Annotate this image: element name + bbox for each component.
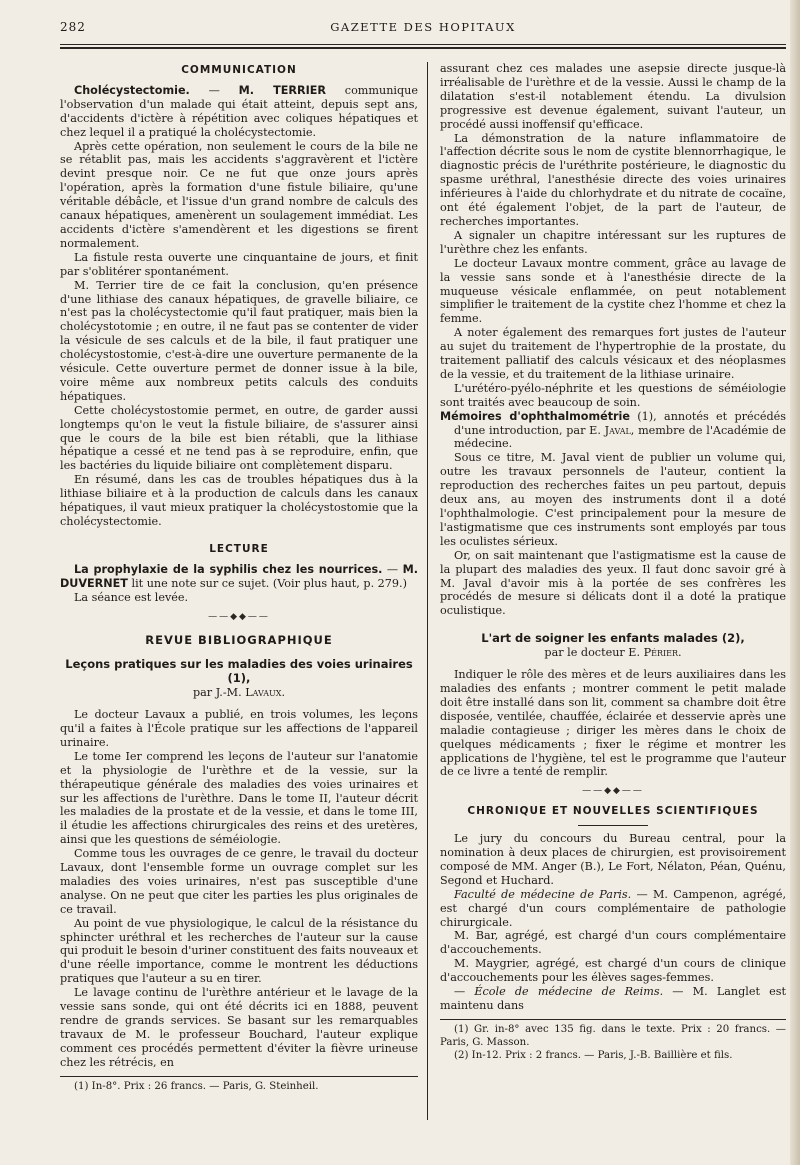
review-paragraph: Comme tous les ouvrages de ce genre, le travail du docteur Lavaux, dont l'ensemble forme un ouvrage complet sur les maladies des voies urinaires, n'est pas susceptible d'une analyse. On ne peut que citer les parties les plus originales de ce travail.	[60, 847, 418, 916]
review-paragraph: Indiquer le rôle des mères et de leurs auxiliaires dans les maladies des enfants ; montrer comment le petit malade doit être installé dans son lit, comment sa chambre doit être disposée, ventilée, chauffée, éclairée et desservie après une maladie contagieuse ; diriger les mères dans le choix de quelques médicaments ; fixer le régime et montrer les applications de l'hygiène, tel est le programme que l'auteur de ce livre a tenté de remplir.	[440, 668, 786, 779]
footnote: (1) Gr. in-8° avec 135 fig. dans le texte. Prix : 20 francs. — Paris, G. Masson.	[440, 1023, 786, 1048]
article-paragraph: La fistule resta ouverte une cinquantaine de jours, et finit par s'oblitérer spontanément.	[60, 250, 418, 278]
article-paragraph: En résumé, dans les cas de troubles hépatiques dus à la lithiase biliaire et à la production de calculs dans les canaux hépatiques, il vaut mieux pratiquer la cholécystostomie que la cholécystectomie.	[60, 473, 418, 528]
review-paragraph: A signaler un chapitre intéressant sur les ruptures de l'urèthre chez les enfants.	[440, 228, 786, 256]
article-lead: La prophylaxie de la syphilis chez les nourrices.	[74, 562, 383, 576]
news-paragraph: Faculté de médecine de Paris. — M. Campenon, agrégé, est chargé d'un cours complémentaire de pathologie chirurgicale.	[440, 887, 786, 929]
page-number: 282	[60, 20, 86, 34]
review-paragraph: Le docteur Lavaux a publié, en trois volumes, les leçons qu'il a faites à l'École pratique sur les affections de l'appareil urinaire.	[60, 708, 418, 749]
article-paragraph: M. Terrier tire de ce fait la conclusion, qu'en présence d'une lithiase des canaux hépatiques, de gravelle biliaire, ce n'est pas la cholécystectomie qu'il faut pratiquer, mais bien la cholécystotomie ; en outre, il ne faut pas se contenter de vider la vésicule de ses calculs et de la bile, il faut pratiquer une cholécystostomie, c'est-à-dire une ouverture permanente de la vésicule. Cette ouverture permet de donner issue à la bile, voire même aux nombreux petits calculs des conduits hépatiques.	[60, 278, 418, 403]
review-paragraph: L'urétéro-pyélo-néphrite et les questions de séméiologie sont traités avec beaucoup de soin.	[440, 381, 786, 409]
column-divider	[427, 62, 428, 1120]
article-paragraph: La séance est levée.	[74, 590, 189, 604]
lecture-heading: LECTURE	[209, 542, 269, 555]
communication-heading: COMMUNICATION	[181, 64, 297, 76]
book-title: L'art de soigner les enfants malades (2),	[481, 631, 745, 646]
review-paragraph: La démonstration de la nature inflammatoire de l'affection décrite sous le nom de cystite blennorrhagique, le diagnostic précis de l'uréthrite postérieure, le diagnostic du spasme uréthral, l'anesthésie directe des voies urinaires inférieures à l'aide du chlorhydrate et du nitrate de cocaïne, ont été également l'objet, de la part de l'auteur, de recherches importantes.	[440, 131, 786, 228]
book-author: par le docteur E. Périer.	[544, 646, 682, 660]
author-name: M. TERRIER	[238, 83, 327, 97]
page-edge	[790, 0, 800, 1165]
book-title: Mémoires d'ophthalmométrie (1), annotés et précédés d'une introduction, par E. Javal, membre de l'Académie de médecine.	[440, 409, 787, 451]
article-paragraph: Après cette opération, non seulement le cours de la bile ne se rétablit pas, mais les accidents s'aggravèrent et l'ictère devint presque noir. Ce ne fut que onze jours après l'opération, après la formation d'une fistule biliaire, qu'une véritable débâcle, et l'issue d'un grand nombre de calculs des canaux hépatiques, amenèrent un soulagement immédiat. Les accidents d'ictère s'amendèrent et les digestions se firent normalement.	[60, 139, 418, 250]
article-paragraph: Cette cholécystostomie permet, en outre, de garder aussi longtemps qu'on le veut la fistule biliaire, de s'assurer ainsi que le cours de la bile est bien rétabli, que la lithiase hépatique a cessé et ne tend pas à se reproduire, enfin, que les bactéries du liquide biliaire ont complètement disparu.	[60, 403, 418, 473]
header-rule-thick	[60, 47, 786, 49]
page-header	[60, 20, 786, 42]
footnote: (2) In-12. Prix : 2 francs. — Paris, J.-B. Baillière et fils.	[454, 1049, 733, 1061]
article-paragraph: Cholécystectomie. — M. TERRIER communique l'observation d'un malade qui était atteint, depuis sept ans, d'accidents d'ictère à répétition avec coliques hépatiques et chez lequel il a pratiqué la cholécystectomie.	[60, 83, 418, 139]
news-paragraph: Le jury du concours du Bureau central, pour la nomination à deux places de chirurgien, est provisoirement composé de MM. Anger (B.), Le Fort, Nélaton, Péan, Quénu, Segond et Huchard.	[440, 832, 786, 887]
review-paragraph: Le lavage continu de l'urèthre antérieur et le lavage de la vessie sans sonde, qui ont été décrits ici en 1888, peuvent rendre de grands services. Se basant sur les remarquables travaux de M. le professeur Bouchard, l'auteur explique comment ces procédés permettent d'éviter la fièvre urineuse chez les rétrécis, en	[60, 986, 418, 1069]
left-column	[60, 62, 418, 1093]
author-name: M. DUVERNET	[60, 562, 418, 590]
section-ornament: ——◆◆——	[582, 786, 644, 797]
article-paragraph: La prophylaxie de la syphilis chez les nourrices. — M. DUVERNET lit une note sur ce sujet. (Voir plus haut, p. 279.)	[60, 562, 418, 590]
book-title: Leçons pratiques sur les maladies des voies urinaires (1),	[65, 657, 413, 686]
review-paragraph: Le tome Ier comprend les leçons de l'auteur sur l'anatomie et la physiologie de l'urèthre et de la vessie, sur la thérapeutique générale des maladies des voies urinaires et sur les affections de l'urèthre. Dans le tome II, l'auteur décrit les maladies de la prostate et de la vessie, et dans le tome III, il étudie les affections chirurgicales des reins et des uretères, ainsi que les questions de séméiologie.	[60, 749, 418, 847]
heading-rule	[578, 825, 648, 826]
book-author: par J.-M. Lavaux.	[192, 686, 286, 700]
review-paragraph: Or, on sait maintenant que l'astigmatisme est la cause de la plupart des maladies des yeux. Il faut donc savoir gré à M. Javal d'avoir mis à la portée de ses confrères les procédés de mesure si délicats dont il a doté la pratique oculistique.	[440, 548, 786, 618]
article-lead: Cholécystectomie.	[74, 83, 190, 97]
chronique-heading: CHRONIQUE ET NOUVELLES SCIENTIFIQUES	[467, 805, 759, 818]
footnote: (1) In-8°. Prix : 26 francs. — Paris, G. Steinheil.	[74, 1080, 319, 1092]
review-paragraph: A noter également des remarques fort justes de l'auteur au sujet du traitement de l'hypertrophie de la prostate, du traitement palliatif des calculs vésicaux et des néoplasmes de la vessie, et du traitement de la lithiase urinaire.	[440, 326, 786, 381]
right-column	[440, 62, 786, 1062]
news-paragraph: — École de médecine de Reims. — M. Langlet est maintenu dans	[440, 985, 786, 1012]
header-rule	[60, 44, 786, 45]
footnote-rule	[60, 1076, 418, 1077]
review-paragraph: Au point de vue physiologique, le calcul de la résistance du sphincter uréthral et les recherches de l'auteur sur la cause qui produit le besoin d'uriner constituent des faits nouveaux et d'une réelle importance, comme le montrent les déductions pratiques que l'auteur a su en tirer.	[60, 916, 418, 986]
section-ornament: ——◆◆——	[208, 611, 270, 622]
journal-title: GAZETTE DES HOPITAUX	[330, 20, 516, 34]
footnote-rule	[440, 1019, 786, 1020]
news-paragraph: M. Maygrier, agrégé, est chargé d'un cours de clinique d'accouchements pour les élèves sages-femmes.	[440, 957, 786, 985]
review-paragraph: Sous ce titre, M. Javal vient de publier un volume qui, outre les travaux personnels de l'auteur, contient la reproduction des recherches faites un peu partout, depuis deux ans, au moyen des instruments dont il a doté l'ophthalmologie. C'est principalement pour la mesure de l'astigmatisme que ces instruments sont employés par tous les oculistes sérieux.	[440, 451, 786, 548]
news-paragraph: M. Bar, agrégé, est chargé d'un cours complémentaire d'accouchements.	[440, 929, 786, 957]
review-paragraph: assurant chez ces malades une asepsie directe jusque-là irréalisable de l'urèthre et de la vessie. Aussi le champ de la dilatation s'est-il notablement étendu. La divulsion progressive est devenue également, suivant l'auteur, un procédé aussi inoffensif qu'efficace.	[440, 62, 786, 131]
revue-heading: REVUE BIBLIOGRAPHIQUE	[145, 633, 333, 648]
review-paragraph: Le docteur Lavaux montre comment, grâce au lavage de la vessie sans sonde et à l'anesthésie directe de la muqueuse vésicale enflammée, on peut notablement simplifier le traitement de la cystite chez l'homme et chez la femme.	[440, 256, 786, 326]
